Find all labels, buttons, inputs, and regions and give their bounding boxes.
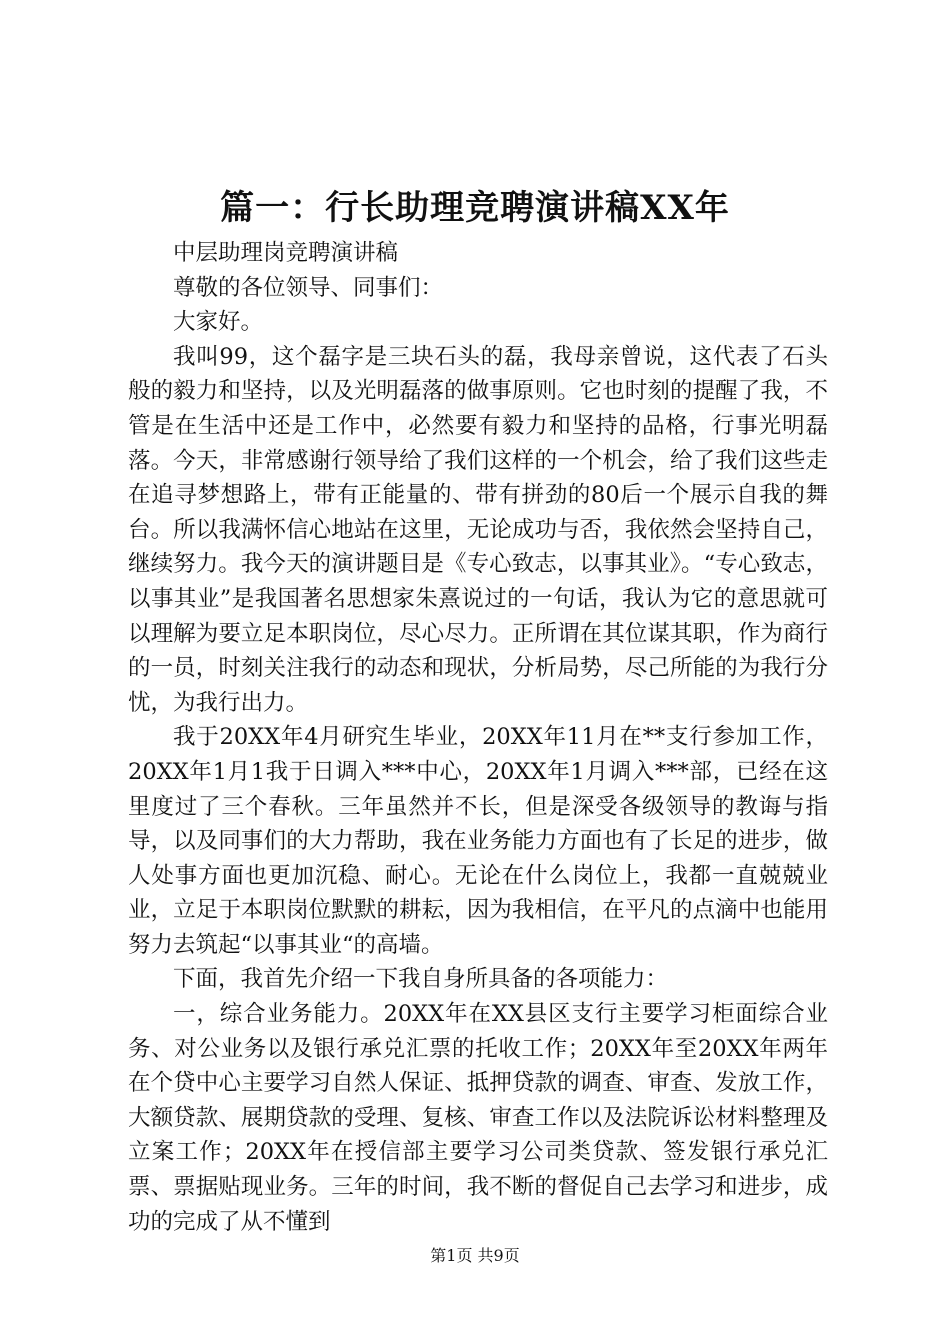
paragraph-experience: 我于20XX年4月研究生毕业，20XX年11月在**支行参加工作，20XX年1月1我于日调入***中心，20XX年1月调入***部，已经在这里度过了三个春秋。三年虽然并不长，但是深受各级领导的教诲与指导，以及同事们的大力帮助，我在业务能力方面也有了长足的进步，做人处事方面也更加沉稳、耐心。无论在什么岗位上，我都一直兢兢业业，立足于本职岗位默默的耕耘，因为我相信，在平凡的点滴中也能用努力去筑起“以事其业“的高墙。: [128, 724, 828, 958]
document-title: 篇一：行长助理竞聘演讲稿XX年: [220, 188, 730, 228]
paragraph-salutation: 尊敬的各位领导、同事们：: [173, 274, 444, 301]
page-number-footer: 第1页 共9页: [430, 1246, 520, 1265]
paragraph-abilities-intro: 下面，我首先介绍一下我自身所具备的各项能力：: [173, 966, 669, 993]
paragraph-subtitle: 中层助理岗竞聘演讲稿: [173, 240, 399, 266]
paragraph-introduction: 我叫99，这个磊字是三块石头的磊，我母亲曾说，这代表了石头般的毅力和坚持，以及光明磊落的做事原则。它也时刻的提醒了我，不管是在生活中还是工作中，必然要有毅力和坚持的品格，行事光明磊落。今天，非常感谢行领导给了我们这样的一个机会，给了我们这些走在追寻梦想路上，带有正能量的、带有拼劲的80后一个展示自我的舞台。所以我满怀信心地站在这里，无论成功与否，我依然会坚持自己，继续努力。我今天的演讲题目是《专心致志，以事其业》。“专心致志，以事其业”是我国著名思想家朱熹说过的一句话，我认为它的意思就可以理解为要立足本职岗位，尽心尽力。正所谓在其位谋其职，作为商行的一员，时刻关注我行的动态和现状，分析局势，尽己所能的为我行分忧，为我行出力。: [128, 343, 828, 716]
document-body: [128, 236, 828, 1239]
paragraph-greeting: 大家好。: [173, 309, 264, 336]
paragraph-ability-one: 一，综合业务能力。20XX年在XX县区支行主要学习柜面综合业务、对公业务以及银行承兑汇票的托收工作；20XX年至20XX年两年在个贷中心主要学习自然人保证、抵押贷款的调查、审查、发放工作，大额贷款、展期贷款的受理、复核、审查工作以及法院诉讼材料整理及立案工作；20XX年在授信部主要学习公司类贷款、签发银行承兑汇票、票据贴现业务。三年的时间，我不断的督促自己去学习和进步，成功的完成了从不懂到: [128, 1001, 828, 1235]
